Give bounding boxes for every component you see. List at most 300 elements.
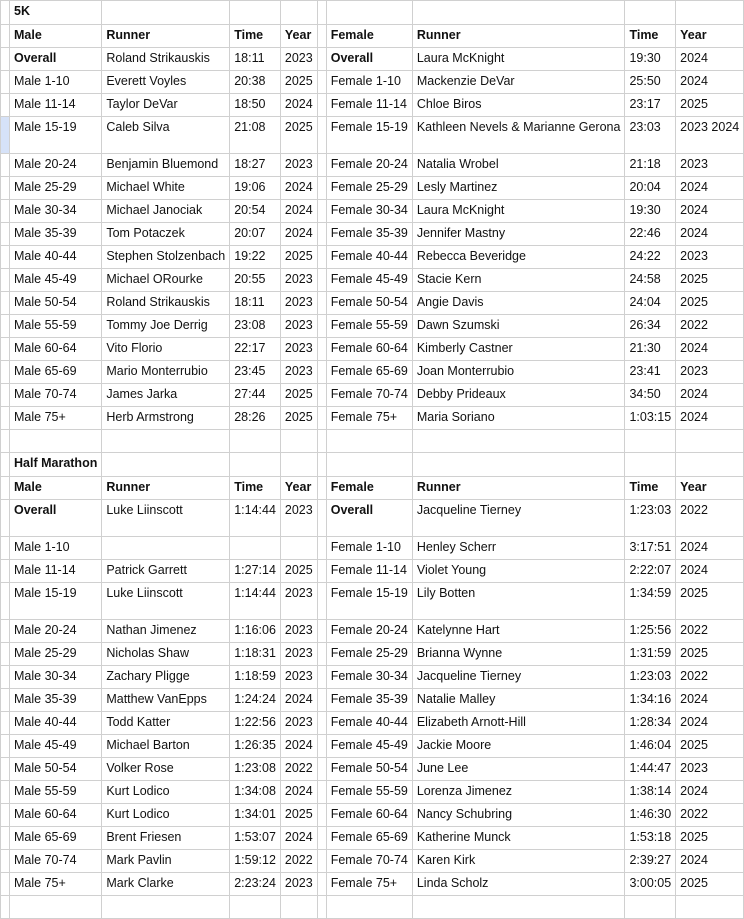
male-runner-cell[interactable]: Nathan Jimenez: [102, 620, 230, 643]
empty-cell[interactable]: [317, 758, 326, 781]
male-time-cell[interactable]: 20:38: [230, 71, 281, 94]
male-category-cell[interactable]: Male 65-69: [10, 827, 102, 850]
female-runner-cell[interactable]: Mackenzie DeVar: [412, 71, 625, 94]
empty-cell[interactable]: [317, 246, 326, 269]
female-runner-cell[interactable]: Dawn Szumski: [412, 315, 625, 338]
male-runner-cell[interactable]: Mario Monterrubio: [102, 361, 230, 384]
female-category-cell[interactable]: Female 45-49: [326, 735, 412, 758]
female-year-cell[interactable]: 2024: [676, 177, 744, 200]
female-runner-cell[interactable]: Chloe Biros: [412, 94, 625, 117]
male-runner-cell[interactable]: Mark Pavlin: [102, 850, 230, 873]
male-runner-cell[interactable]: Roland Strikauskis: [102, 292, 230, 315]
female-time-cell[interactable]: 19:30: [625, 48, 676, 71]
female-runner-cell[interactable]: Jackie Moore: [412, 735, 625, 758]
female-category-cell[interactable]: Female 60-64: [326, 804, 412, 827]
male-year-cell[interactable]: 2025: [280, 407, 317, 430]
male-year-cell[interactable]: 2022: [280, 850, 317, 873]
male-category-cell[interactable]: Male 60-64: [10, 804, 102, 827]
female-category-cell[interactable]: Female 70-74: [326, 850, 412, 873]
empty-cell[interactable]: [317, 223, 326, 246]
female-year-cell[interactable]: 2023: [676, 246, 744, 269]
male-category-cell[interactable]: Male 20-24: [10, 154, 102, 177]
male-runner-cell[interactable]: Luke Liinscott: [102, 583, 230, 620]
male-year-cell[interactable]: 2024: [280, 94, 317, 117]
male-runner-cell[interactable]: Caleb Silva: [102, 117, 230, 154]
male-runner-cell[interactable]: Vito Florio: [102, 338, 230, 361]
female-header-runner[interactable]: Runner: [412, 477, 625, 500]
male-time-cell[interactable]: 1:16:06: [230, 620, 281, 643]
empty-cell[interactable]: [676, 896, 744, 919]
male-category-cell[interactable]: Male 55-59: [10, 781, 102, 804]
female-time-cell[interactable]: 1:23:03: [625, 666, 676, 689]
empty-cell[interactable]: [317, 94, 326, 117]
empty-cell[interactable]: [625, 453, 676, 477]
male-runner-cell[interactable]: Stephen Stolzenbach: [102, 246, 230, 269]
male-runner-cell[interactable]: Zachary Pligge: [102, 666, 230, 689]
male-year-cell[interactable]: [280, 537, 317, 560]
male-time-cell[interactable]: [230, 537, 281, 560]
male-category-cell[interactable]: Male 35-39: [10, 223, 102, 246]
male-category-cell[interactable]: Male 70-74: [10, 850, 102, 873]
male-year-cell[interactable]: 2023: [280, 873, 317, 896]
male-runner-cell[interactable]: Kurt Lodico: [102, 781, 230, 804]
female-year-cell[interactable]: 2025: [676, 269, 744, 292]
male-category-cell[interactable]: Male 75+: [10, 873, 102, 896]
empty-cell[interactable]: [317, 583, 326, 620]
female-year-cell[interactable]: 2024: [676, 560, 744, 583]
female-time-cell[interactable]: 21:18: [625, 154, 676, 177]
female-runner-cell[interactable]: Katherine Munck: [412, 827, 625, 850]
empty-cell[interactable]: [317, 154, 326, 177]
female-year-cell[interactable]: 2024: [676, 689, 744, 712]
female-runner-cell[interactable]: Debby Prideaux: [412, 384, 625, 407]
male-year-cell[interactable]: 2025: [280, 384, 317, 407]
male-category-cell[interactable]: Male 1-10: [10, 537, 102, 560]
empty-cell[interactable]: [317, 315, 326, 338]
male-category-cell[interactable]: Male 45-49: [10, 269, 102, 292]
empty-cell[interactable]: [102, 453, 230, 477]
female-time-cell[interactable]: 22:46: [625, 223, 676, 246]
female-runner-cell[interactable]: Brianna Wynne: [412, 643, 625, 666]
male-time-cell[interactable]: 20:54: [230, 200, 281, 223]
female-runner-cell[interactable]: Lorenza Jimenez: [412, 781, 625, 804]
female-time-cell[interactable]: 25:50: [625, 71, 676, 94]
female-runner-cell[interactable]: Violet Young: [412, 560, 625, 583]
empty-cell[interactable]: [317, 689, 326, 712]
male-year-cell[interactable]: 2025: [280, 804, 317, 827]
empty-cell[interactable]: [230, 896, 281, 919]
female-time-cell[interactable]: 20:04: [625, 177, 676, 200]
female-time-cell[interactable]: 1:38:14: [625, 781, 676, 804]
male-time-cell[interactable]: 23:45: [230, 361, 281, 384]
empty-cell[interactable]: [317, 71, 326, 94]
male-year-cell[interactable]: 2024: [280, 689, 317, 712]
empty-cell[interactable]: [317, 48, 326, 71]
section-title[interactable]: 5K: [10, 1, 102, 25]
female-year-cell[interactable]: 2025: [676, 873, 744, 896]
empty-cell[interactable]: [412, 896, 625, 919]
empty-cell[interactable]: [280, 453, 317, 477]
female-time-cell[interactable]: 34:50: [625, 384, 676, 407]
female-category-cell[interactable]: Female 1-10: [326, 537, 412, 560]
male-year-cell[interactable]: 2024: [280, 177, 317, 200]
male-time-cell[interactable]: 18:11: [230, 292, 281, 315]
female-time-cell[interactable]: 21:30: [625, 338, 676, 361]
female-runner-cell[interactable]: Laura McKnight: [412, 200, 625, 223]
male-category-cell[interactable]: Male 15-19: [10, 117, 102, 154]
empty-cell[interactable]: [317, 117, 326, 154]
empty-cell[interactable]: [317, 292, 326, 315]
female-time-cell[interactable]: 1:23:03: [625, 500, 676, 537]
empty-cell[interactable]: [230, 453, 281, 477]
empty-cell[interactable]: [317, 338, 326, 361]
female-runner-cell[interactable]: Lily Botten: [412, 583, 625, 620]
female-year-cell[interactable]: 2024: [676, 850, 744, 873]
male-time-cell[interactable]: 1:34:01: [230, 804, 281, 827]
male-time-cell[interactable]: 1:18:59: [230, 666, 281, 689]
female-time-cell[interactable]: 23:41: [625, 361, 676, 384]
male-year-cell[interactable]: 2023: [280, 361, 317, 384]
female-runner-cell[interactable]: Henley Scherr: [412, 537, 625, 560]
female-category-cell[interactable]: Female 55-59: [326, 781, 412, 804]
male-category-cell[interactable]: Male 70-74: [10, 384, 102, 407]
female-year-cell[interactable]: 2023 2024: [676, 117, 744, 154]
male-year-cell[interactable]: 2025: [280, 71, 317, 94]
female-time-cell[interactable]: 1:03:15: [625, 407, 676, 430]
empty-cell[interactable]: [317, 384, 326, 407]
female-category-cell[interactable]: Overall: [326, 48, 412, 71]
male-category-cell[interactable]: Male 11-14: [10, 560, 102, 583]
female-time-cell[interactable]: 1:34:16: [625, 689, 676, 712]
empty-cell[interactable]: [280, 1, 317, 25]
female-category-cell[interactable]: Female 30-34: [326, 200, 412, 223]
female-runner-cell[interactable]: Maria Soriano: [412, 407, 625, 430]
female-runner-cell[interactable]: Karen Kirk: [412, 850, 625, 873]
male-year-cell[interactable]: 2024: [280, 827, 317, 850]
male-time-cell[interactable]: 18:11: [230, 48, 281, 71]
empty-cell[interactable]: [317, 500, 326, 537]
male-category-cell[interactable]: Male 25-29: [10, 643, 102, 666]
female-runner-cell[interactable]: Linda Scholz: [412, 873, 625, 896]
empty-cell[interactable]: [317, 735, 326, 758]
female-time-cell[interactable]: 24:04: [625, 292, 676, 315]
male-year-cell[interactable]: 2025: [280, 246, 317, 269]
female-time-cell[interactable]: 1:34:59: [625, 583, 676, 620]
female-year-cell[interactable]: 2022: [676, 500, 744, 537]
male-category-cell[interactable]: Male 30-34: [10, 200, 102, 223]
female-category-cell[interactable]: Female 55-59: [326, 315, 412, 338]
male-year-cell[interactable]: 2025: [280, 560, 317, 583]
female-year-cell[interactable]: 2024: [676, 537, 744, 560]
female-category-cell[interactable]: Female 75+: [326, 407, 412, 430]
female-runner-cell[interactable]: Jennifer Mastny: [412, 223, 625, 246]
female-year-cell[interactable]: 2024: [676, 200, 744, 223]
female-header-year[interactable]: Year: [676, 477, 744, 500]
male-runner-cell[interactable]: Mark Clarke: [102, 873, 230, 896]
male-runner-cell[interactable]: Kurt Lodico: [102, 804, 230, 827]
empty-cell[interactable]: [317, 643, 326, 666]
male-header-time[interactable]: Time: [230, 477, 281, 500]
male-year-cell[interactable]: 2023: [280, 583, 317, 620]
female-runner-cell[interactable]: Jacqueline Tierney: [412, 666, 625, 689]
male-time-cell[interactable]: 21:08: [230, 117, 281, 154]
empty-cell[interactable]: [326, 453, 412, 477]
female-runner-cell[interactable]: Angie Davis: [412, 292, 625, 315]
female-year-cell[interactable]: 2024: [676, 338, 744, 361]
male-category-cell[interactable]: Male 60-64: [10, 338, 102, 361]
male-time-cell[interactable]: 22:17: [230, 338, 281, 361]
male-year-cell[interactable]: 2023: [280, 620, 317, 643]
female-category-cell[interactable]: Female 50-54: [326, 292, 412, 315]
male-time-cell[interactable]: 1:27:14: [230, 560, 281, 583]
male-header-category[interactable]: Male: [10, 25, 102, 48]
female-header-time[interactable]: Time: [625, 25, 676, 48]
empty-cell[interactable]: [317, 430, 326, 453]
male-year-cell[interactable]: 2024: [280, 223, 317, 246]
female-header-year[interactable]: Year: [676, 25, 744, 48]
female-time-cell[interactable]: 23:03: [625, 117, 676, 154]
empty-cell[interactable]: [317, 407, 326, 430]
empty-cell[interactable]: [10, 430, 102, 453]
male-runner-cell[interactable]: [102, 537, 230, 560]
female-runner-cell[interactable]: Natalia Wrobel: [412, 154, 625, 177]
male-runner-cell[interactable]: Benjamin Bluemond: [102, 154, 230, 177]
empty-cell[interactable]: [317, 620, 326, 643]
male-runner-cell[interactable]: Tommy Joe Derrig: [102, 315, 230, 338]
male-year-cell[interactable]: 2022: [280, 758, 317, 781]
female-year-cell[interactable]: 2024: [676, 781, 744, 804]
male-category-cell[interactable]: Male 30-34: [10, 666, 102, 689]
male-header-year[interactable]: Year: [280, 25, 317, 48]
female-category-cell[interactable]: Female 70-74: [326, 384, 412, 407]
female-year-cell[interactable]: 2025: [676, 292, 744, 315]
male-year-cell[interactable]: 2023: [280, 315, 317, 338]
female-time-cell[interactable]: 1:28:34: [625, 712, 676, 735]
female-header-category[interactable]: Female: [326, 25, 412, 48]
male-time-cell[interactable]: 1:26:35: [230, 735, 281, 758]
empty-cell[interactable]: [317, 666, 326, 689]
male-runner-cell[interactable]: Todd Katter: [102, 712, 230, 735]
empty-cell[interactable]: [102, 1, 230, 25]
female-time-cell[interactable]: 24:22: [625, 246, 676, 269]
male-category-cell[interactable]: Male 1-10: [10, 71, 102, 94]
empty-cell[interactable]: [102, 896, 230, 919]
empty-cell[interactable]: [676, 453, 744, 477]
male-runner-cell[interactable]: Matthew VanEpps: [102, 689, 230, 712]
male-runner-cell[interactable]: Michael Janociak: [102, 200, 230, 223]
male-runner-cell[interactable]: Everett Voyles: [102, 71, 230, 94]
male-category-cell[interactable]: Male 65-69: [10, 361, 102, 384]
female-runner-cell[interactable]: Lesly Martinez: [412, 177, 625, 200]
female-runner-cell[interactable]: Rebecca Beveridge: [412, 246, 625, 269]
male-year-cell[interactable]: 2023: [280, 643, 317, 666]
empty-cell[interactable]: [317, 269, 326, 292]
empty-cell[interactable]: [230, 430, 281, 453]
female-runner-cell[interactable]: Jacqueline Tierney: [412, 500, 625, 537]
female-year-cell[interactable]: 2025: [676, 735, 744, 758]
female-year-cell[interactable]: 2025: [676, 643, 744, 666]
female-category-cell[interactable]: Female 1-10: [326, 71, 412, 94]
female-runner-cell[interactable]: Stacie Kern: [412, 269, 625, 292]
female-runner-cell[interactable]: June Lee: [412, 758, 625, 781]
empty-cell[interactable]: [317, 560, 326, 583]
female-year-cell[interactable]: 2022: [676, 666, 744, 689]
male-year-cell[interactable]: 2023: [280, 712, 317, 735]
empty-cell[interactable]: [676, 1, 744, 25]
female-category-cell[interactable]: Female 20-24: [326, 620, 412, 643]
empty-cell[interactable]: [625, 896, 676, 919]
male-runner-cell[interactable]: Volker Rose: [102, 758, 230, 781]
male-category-cell[interactable]: Male 35-39: [10, 689, 102, 712]
female-category-cell[interactable]: Female 60-64: [326, 338, 412, 361]
empty-cell[interactable]: [102, 430, 230, 453]
male-time-cell[interactable]: 18:27: [230, 154, 281, 177]
female-category-cell[interactable]: Female 20-24: [326, 154, 412, 177]
female-category-cell[interactable]: Female 25-29: [326, 643, 412, 666]
empty-cell[interactable]: [625, 1, 676, 25]
empty-cell[interactable]: [625, 430, 676, 453]
empty-cell[interactable]: [317, 361, 326, 384]
male-runner-cell[interactable]: Brent Friesen: [102, 827, 230, 850]
empty-cell[interactable]: [317, 453, 326, 477]
empty-cell[interactable]: [317, 873, 326, 896]
male-runner-cell[interactable]: Michael Barton: [102, 735, 230, 758]
male-runner-cell[interactable]: Michael ORourke: [102, 269, 230, 292]
female-category-cell[interactable]: Female 30-34: [326, 666, 412, 689]
section-title[interactable]: Half Marathon: [10, 453, 102, 477]
male-time-cell[interactable]: 1:53:07: [230, 827, 281, 850]
male-header-year[interactable]: Year: [280, 477, 317, 500]
male-category-cell[interactable]: Male 55-59: [10, 315, 102, 338]
male-category-cell[interactable]: Male 40-44: [10, 712, 102, 735]
female-header-category[interactable]: Female: [326, 477, 412, 500]
male-time-cell[interactable]: 1:23:08: [230, 758, 281, 781]
empty-cell[interactable]: [676, 430, 744, 453]
empty-cell[interactable]: [317, 804, 326, 827]
male-year-cell[interactable]: 2023: [280, 154, 317, 177]
male-time-cell[interactable]: 1:24:24: [230, 689, 281, 712]
female-year-cell[interactable]: 2022: [676, 620, 744, 643]
female-year-cell[interactable]: 2024: [676, 223, 744, 246]
empty-cell[interactable]: [326, 896, 412, 919]
female-category-cell[interactable]: Female 11-14: [326, 94, 412, 117]
female-category-cell[interactable]: Female 75+: [326, 873, 412, 896]
female-year-cell[interactable]: 2022: [676, 315, 744, 338]
female-category-cell[interactable]: Female 35-39: [326, 689, 412, 712]
female-year-cell[interactable]: 2023: [676, 154, 744, 177]
empty-cell[interactable]: [10, 896, 102, 919]
female-runner-cell[interactable]: Kimberly Castner: [412, 338, 625, 361]
female-category-cell[interactable]: Female 65-69: [326, 361, 412, 384]
male-time-cell[interactable]: 23:08: [230, 315, 281, 338]
female-year-cell[interactable]: 2023: [676, 758, 744, 781]
female-category-cell[interactable]: Female 25-29: [326, 177, 412, 200]
female-year-cell[interactable]: 2025: [676, 827, 744, 850]
male-time-cell[interactable]: 1:18:31: [230, 643, 281, 666]
empty-cell[interactable]: [317, 712, 326, 735]
female-time-cell[interactable]: 1:25:56: [625, 620, 676, 643]
male-runner-cell[interactable]: James Jarka: [102, 384, 230, 407]
empty-cell[interactable]: [317, 896, 326, 919]
female-header-time[interactable]: Time: [625, 477, 676, 500]
empty-cell[interactable]: [412, 453, 625, 477]
male-runner-cell[interactable]: Patrick Garrett: [102, 560, 230, 583]
male-runner-cell[interactable]: Nicholas Shaw: [102, 643, 230, 666]
male-category-cell[interactable]: Male 20-24: [10, 620, 102, 643]
male-category-cell[interactable]: Male 15-19: [10, 583, 102, 620]
male-category-cell[interactable]: Male 40-44: [10, 246, 102, 269]
empty-cell[interactable]: [317, 25, 326, 48]
female-time-cell[interactable]: 24:58: [625, 269, 676, 292]
female-runner-cell[interactable]: Natalie Malley: [412, 689, 625, 712]
male-time-cell[interactable]: 1:22:56: [230, 712, 281, 735]
empty-cell[interactable]: [317, 827, 326, 850]
male-year-cell[interactable]: 2024: [280, 200, 317, 223]
female-year-cell[interactable]: 2023: [676, 361, 744, 384]
male-time-cell[interactable]: 1:14:44: [230, 500, 281, 537]
female-time-cell[interactable]: 2:22:07: [625, 560, 676, 583]
female-runner-cell[interactable]: Katelynne Hart: [412, 620, 625, 643]
female-year-cell[interactable]: 2024: [676, 48, 744, 71]
male-header-time[interactable]: Time: [230, 25, 281, 48]
male-category-cell[interactable]: Overall: [10, 500, 102, 537]
empty-cell[interactable]: [326, 430, 412, 453]
male-time-cell[interactable]: 19:22: [230, 246, 281, 269]
male-category-cell[interactable]: Male 11-14: [10, 94, 102, 117]
empty-cell[interactable]: [317, 177, 326, 200]
male-year-cell[interactable]: 2025: [280, 117, 317, 154]
empty-cell[interactable]: [317, 781, 326, 804]
empty-cell[interactable]: [230, 1, 281, 25]
male-category-cell[interactable]: Male 45-49: [10, 735, 102, 758]
male-time-cell[interactable]: 28:26: [230, 407, 281, 430]
male-time-cell[interactable]: 19:06: [230, 177, 281, 200]
female-year-cell[interactable]: 2025: [676, 583, 744, 620]
male-category-cell[interactable]: Male 25-29: [10, 177, 102, 200]
female-year-cell[interactable]: 2024: [676, 712, 744, 735]
male-header-runner[interactable]: Runner: [102, 25, 230, 48]
male-time-cell[interactable]: 20:07: [230, 223, 281, 246]
female-category-cell[interactable]: Overall: [326, 500, 412, 537]
female-category-cell[interactable]: Female 35-39: [326, 223, 412, 246]
female-category-cell[interactable]: Female 45-49: [326, 269, 412, 292]
male-runner-cell[interactable]: Tom Potaczek: [102, 223, 230, 246]
empty-cell[interactable]: [412, 430, 625, 453]
female-time-cell[interactable]: 3:17:51: [625, 537, 676, 560]
male-category-cell[interactable]: Overall: [10, 48, 102, 71]
male-year-cell[interactable]: 2023: [280, 48, 317, 71]
female-time-cell[interactable]: 1:53:18: [625, 827, 676, 850]
female-category-cell[interactable]: Female 50-54: [326, 758, 412, 781]
empty-cell[interactable]: [280, 430, 317, 453]
male-runner-cell[interactable]: Taylor DeVar: [102, 94, 230, 117]
female-runner-cell[interactable]: Joan Monterrubio: [412, 361, 625, 384]
female-category-cell[interactable]: Female 40-44: [326, 712, 412, 735]
female-time-cell[interactable]: 1:31:59: [625, 643, 676, 666]
female-year-cell[interactable]: 2024: [676, 407, 744, 430]
male-time-cell[interactable]: 1:59:12: [230, 850, 281, 873]
male-time-cell[interactable]: 20:55: [230, 269, 281, 292]
male-runner-cell[interactable]: Herb Armstrong: [102, 407, 230, 430]
male-year-cell[interactable]: 2024: [280, 735, 317, 758]
female-time-cell[interactable]: 19:30: [625, 200, 676, 223]
female-runner-cell[interactable]: Nancy Schubring: [412, 804, 625, 827]
empty-cell[interactable]: [412, 1, 625, 25]
male-runner-cell[interactable]: Michael White: [102, 177, 230, 200]
male-category-cell[interactable]: Male 75+: [10, 407, 102, 430]
empty-cell[interactable]: [317, 850, 326, 873]
female-time-cell[interactable]: 1:46:04: [625, 735, 676, 758]
